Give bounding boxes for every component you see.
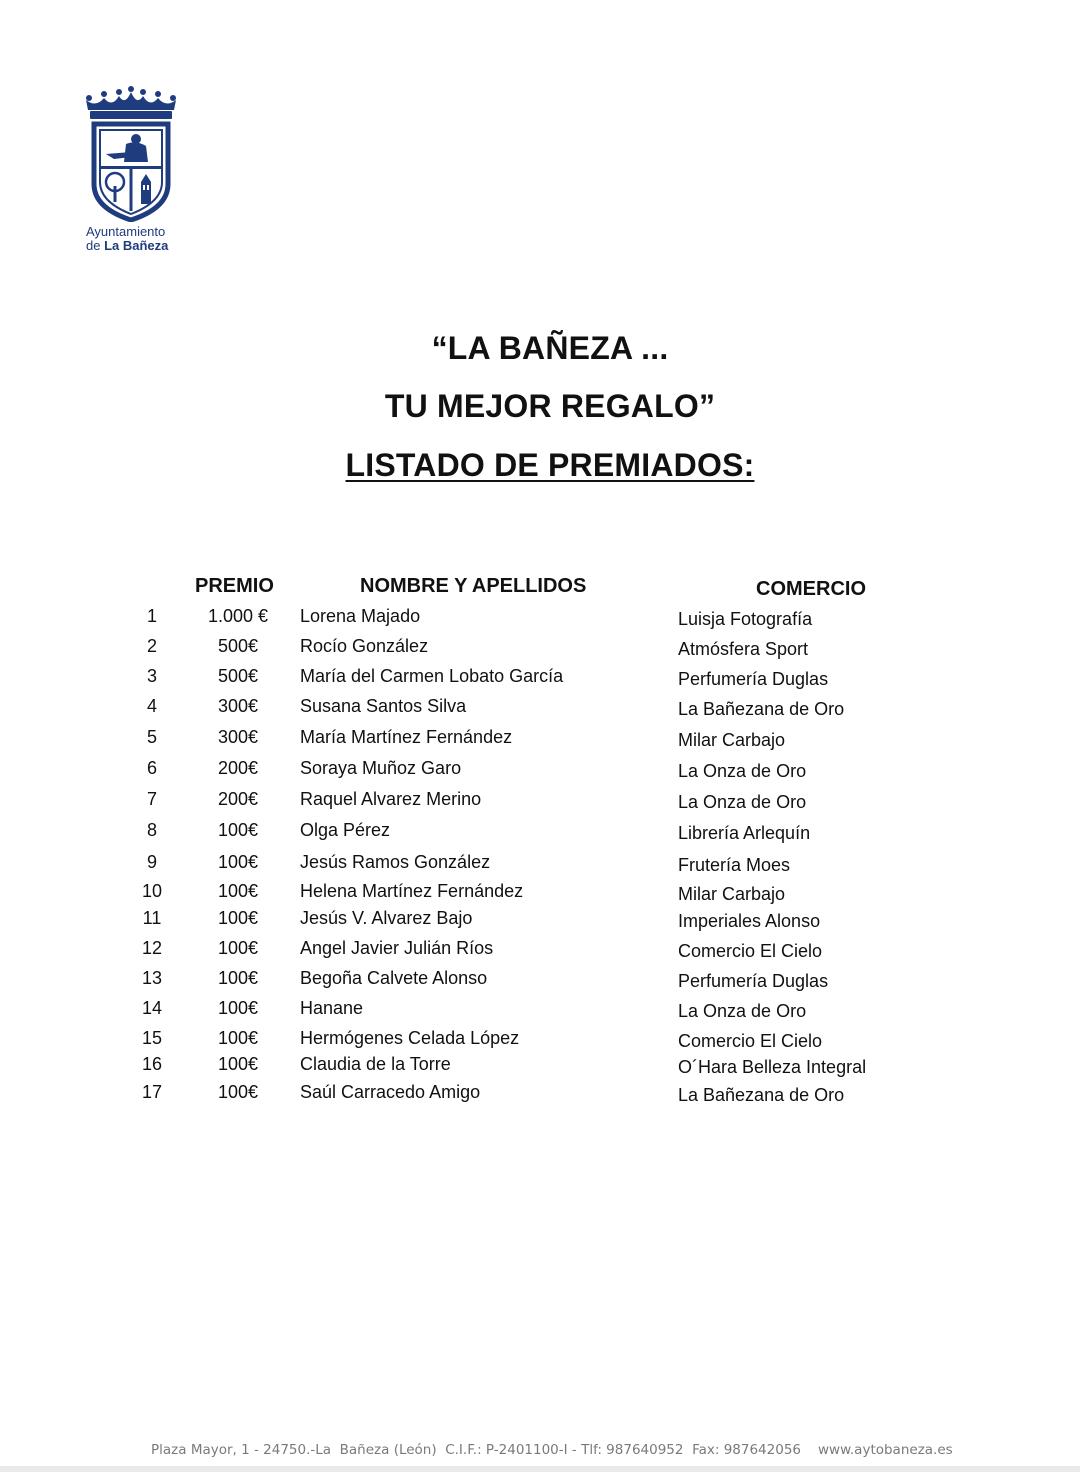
row-number: 7 — [146, 789, 157, 809]
shop-name: Milar Carbajo — [678, 884, 786, 904]
row-number: 13 — [141, 968, 163, 988]
table-row — [0, 758, 1080, 782]
prize-amount: 100€ — [217, 820, 259, 840]
row-number: 14 — [141, 998, 163, 1018]
prize-amount: 100€ — [217, 1082, 259, 1102]
prize-amount: 100€ — [217, 968, 259, 988]
winner-name: Jesús V. Alvarez Bajo — [300, 908, 473, 928]
table-row — [0, 881, 1080, 905]
table-row — [0, 727, 1080, 751]
title-line-2: TU MEJOR REGALO” — [384, 388, 716, 424]
shop-name: Librería Arlequín — [678, 823, 811, 843]
winner-name: Angel Javier Julián Ríos — [300, 938, 494, 958]
winner-name: Soraya Muñoz Garo — [300, 758, 462, 778]
row-number: 6 — [146, 758, 157, 778]
column-header-premio: PREMIO — [195, 575, 274, 597]
shop-name: La Bañezana de Oro — [678, 1085, 845, 1105]
table-row — [0, 606, 1080, 630]
winner-name: Helena Martínez Fernández — [300, 881, 524, 901]
prize-amount: 1.000 € — [207, 606, 269, 626]
row-number: 12 — [141, 938, 163, 958]
winner-name: Olga Pérez — [300, 820, 391, 840]
winner-name: Rocío González — [300, 636, 429, 656]
row-number: 8 — [146, 820, 157, 840]
prize-amount: 100€ — [217, 1028, 259, 1048]
winner-name: Raquel Alvarez Merino — [300, 789, 482, 809]
winner-name: María Martínez Fernández — [300, 727, 513, 747]
winner-name: Begoña Calvete Alonso — [300, 968, 488, 988]
row-number: 5 — [146, 727, 157, 747]
winner-name: Susana Santos Silva — [300, 696, 467, 716]
title-line-3: LISTADO DE PREMIADOS: — [345, 447, 755, 483]
shop-name: Luisja Fotografía — [678, 609, 813, 629]
title-line-1: “LA BAÑEZA ... — [431, 330, 669, 366]
shop-name: Perfumería Duglas — [678, 669, 829, 689]
winner-name: María del Carmen Lobato García — [300, 666, 564, 686]
table-row — [0, 1082, 1080, 1106]
winner-name: Hanane — [300, 998, 364, 1018]
row-number: 17 — [141, 1082, 163, 1102]
shop-name: Frutería Moes — [678, 855, 791, 875]
footer-address: Plaza Mayor, 1 - 24750.-La Bañeza (León) C.I.F.: P-2401100-I - Tlf: 987640952 Fax: 987642056 — [151, 1442, 801, 1458]
coat-of-arms-icon — [84, 86, 178, 222]
prize-amount: 500€ — [217, 636, 259, 656]
row-number: 11 — [142, 908, 162, 928]
page-bottom-edge — [0, 1466, 1080, 1472]
table-row — [0, 968, 1080, 992]
prize-amount: 200€ — [217, 789, 259, 809]
table-row — [0, 908, 1080, 932]
prize-amount: 100€ — [217, 938, 259, 958]
row-number: 16 — [141, 1054, 163, 1074]
winner-name: Claudia de la Torre — [300, 1054, 451, 1074]
shop-name: Atmósfera Sport — [678, 639, 809, 659]
prize-amount: 200€ — [217, 758, 259, 778]
prize-amount: 100€ — [217, 908, 259, 928]
prize-amount: 100€ — [217, 852, 259, 872]
prize-amount: 100€ — [217, 1054, 259, 1074]
row-number: 9 — [146, 852, 157, 872]
column-header-nombre: NOMBRE Y APELLIDOS — [360, 575, 587, 597]
table-row — [0, 666, 1080, 690]
shop-name: La Onza de Oro — [678, 792, 807, 812]
row-number: 3 — [146, 666, 157, 686]
coat-of-arms-logo — [84, 86, 178, 222]
logo-line-2 — [86, 239, 186, 253]
winner-name: Jesús Ramos González — [300, 852, 491, 872]
table-row — [0, 938, 1080, 962]
logo-line-1: Ayuntamiento — [86, 224, 166, 239]
winner-name: Hermógenes Celada López — [300, 1028, 520, 1048]
winner-name: Lorena Majado — [300, 606, 421, 626]
prize-amount: 100€ — [217, 881, 259, 901]
prize-amount: 500€ — [217, 666, 259, 686]
shop-name: Milar Carbajo — [678, 730, 786, 750]
prize-amount: 100€ — [217, 998, 259, 1018]
shop-name: La Bañezana de Oro — [678, 699, 845, 719]
row-number: 10 — [141, 881, 163, 901]
winner-name: Saúl Carracedo Amigo — [300, 1082, 481, 1102]
row-number: 4 — [146, 696, 157, 716]
table-row — [0, 1054, 1080, 1078]
shop-name: Perfumería Duglas — [678, 971, 829, 991]
table-row — [0, 852, 1080, 876]
shop-name: Imperiales Alonso — [678, 911, 821, 931]
row-number: 1 — [146, 606, 157, 626]
shop-name: O´Hara Belleza Integral — [678, 1057, 867, 1077]
footer-website-link[interactable]: www.aytobaneza.es — [818, 1442, 953, 1458]
shop-name: La Onza de Oro — [678, 761, 807, 781]
column-header-comercio: COMERCIO — [756, 578, 866, 600]
table-row — [0, 998, 1080, 1022]
row-number: 2 — [146, 636, 157, 656]
row-number: 15 — [141, 1028, 163, 1048]
logo-line-2-bold: La Bañeza — [104, 238, 169, 253]
table-row — [0, 1028, 1080, 1052]
shop-name: La Onza de Oro — [678, 1001, 807, 1021]
table-row — [0, 696, 1080, 720]
logo-line-2-prefix: de — [86, 238, 105, 253]
shop-name: Comercio El Cielo — [678, 1031, 823, 1051]
municipality-name — [86, 225, 186, 253]
shop-name: Comercio El Cielo — [678, 941, 823, 961]
table-row — [0, 636, 1080, 660]
table-row — [0, 820, 1080, 844]
prize-amount: 300€ — [217, 727, 259, 747]
table-row — [0, 789, 1080, 813]
prize-amount: 300€ — [217, 696, 259, 716]
